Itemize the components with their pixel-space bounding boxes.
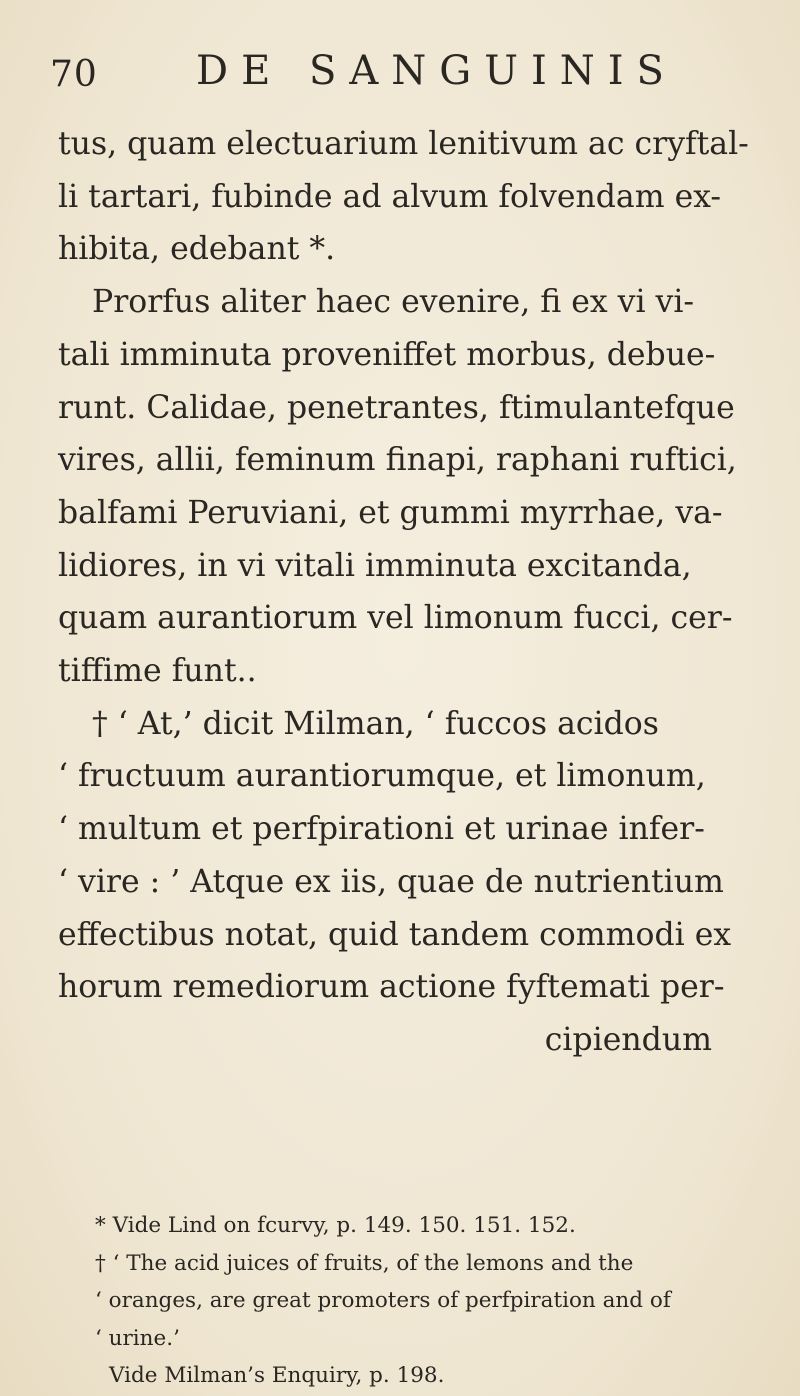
footnote-line: * Vide Lind on fcurvy, p. 149. 150. 151. 152. [95,1213,576,1238]
page-header [50,48,677,108]
text-line: ‘ fructuum aurantiorumque, et limonum, [58,758,706,795]
text-line: ‘ multum et perfpirationi et urinae infer- [58,811,705,848]
text-line: ‘ vire : ’ Atque ex iis, quae de nutrientium [58,863,724,900]
text-line: vires, allii, feminum finapi, raphani ruftici, [58,442,737,479]
text-line: tali imminuta proveniffet morbus, debue- [58,336,716,373]
text-line: balfami Peruviani, et gummi myrrhae, va- [58,494,723,531]
page-number: 70 [50,54,98,95]
footnote-line: ‘ urine.’ [95,1325,180,1351]
text-line: li tartari, fubinde ad alvum folvendam ex- [58,178,722,215]
text-line: cipiendum [544,1021,712,1058]
footnote-line: † ‘ The acid juices of fruits, of the lemons and the [95,1250,634,1276]
text-line: Prorfus aliter haec evenire, fi ex vi vi- [92,284,695,321]
text-line: runt. Calidae, penetrantes, ftimulantefque [58,389,735,426]
text-line: hibita, edebant *. [58,231,336,268]
running-title: DE SANGUINIS [196,48,677,94]
footnote-line: ‘ oranges, are great promoters of perfpiration and of [95,1288,671,1313]
footnotes [95,1207,715,1395]
main-text [58,118,749,1067]
text-line: † ‘ At,’ dicit Milman, ‘ fuccos acidos [92,705,659,742]
text-line: tus, quam electuarium lenitivum ac cryftal- [58,126,749,162]
text-line: horum remediorum actione fyftemati per- [58,969,725,1006]
footnote-line: Vide Milman’s Enquiry, p. 198. [109,1363,445,1388]
text-line: quam aurantiorum vel limonum fucci, cer- [58,600,733,637]
text-line: tiffime funt.. [58,653,257,690]
text-line: effectibus notat, quid tandem commodi ex [58,916,732,953]
text-line: lidiores, in vi vitali imminuta excitanda, [58,547,692,584]
